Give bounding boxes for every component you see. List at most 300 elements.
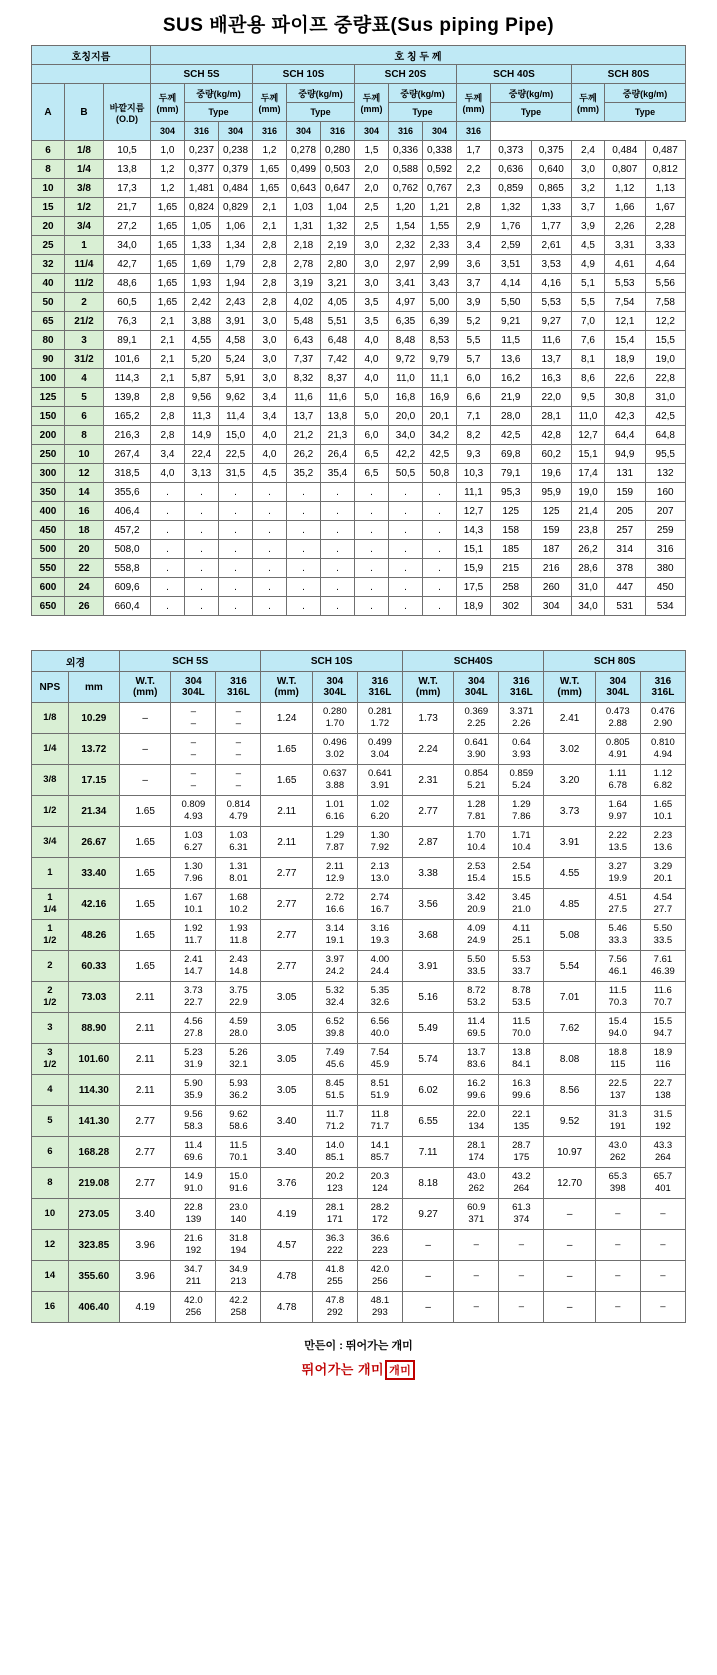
cell-v6: . xyxy=(355,483,389,502)
cell-v7: . xyxy=(389,578,423,597)
cell-v3: 4,5 xyxy=(253,464,287,483)
cell-s5-316: 3.75 22.9 xyxy=(216,982,261,1013)
cell-v0: . xyxy=(151,597,185,616)
cell-s40-wt: 3.91 xyxy=(402,951,453,982)
cell-nps: 3/4 xyxy=(32,827,69,858)
cell-v5: 2,19 xyxy=(321,236,355,255)
cell-s10-316: 6.56 40.0 xyxy=(357,1013,402,1044)
cell-v14: 22,8 xyxy=(645,369,686,388)
cell-b: 1 xyxy=(65,236,104,255)
cell-v0: 1,2 xyxy=(151,160,185,179)
cell-v6: 2,0 xyxy=(355,160,389,179)
cell-a: 32 xyxy=(32,255,65,274)
cell-v8: 9,79 xyxy=(423,350,457,369)
table-row xyxy=(32,426,686,445)
table-row xyxy=(32,597,686,616)
cell-mm: 114.30 xyxy=(68,1075,119,1106)
cell-nps: 3 1/2 xyxy=(32,1044,69,1075)
cell-v6: 2,5 xyxy=(355,217,389,236)
cell-b: 3/8 xyxy=(65,179,104,198)
table-row xyxy=(32,1137,686,1168)
th-schedule-0: SCH 5S xyxy=(151,65,253,84)
cell-s80-wt: 3.20 xyxy=(544,765,595,796)
cell-v6: 3,5 xyxy=(355,293,389,312)
cell-s40-304: – xyxy=(454,1261,499,1292)
cell-s80-304: 31.3 191 xyxy=(595,1106,640,1137)
cell-v2: . xyxy=(219,540,253,559)
cell-v7: . xyxy=(389,559,423,578)
cell-s40-316: 8.78 53.5 xyxy=(499,982,544,1013)
cell-v7: 20,0 xyxy=(389,407,423,426)
cell-nps: 1 xyxy=(32,858,69,889)
cell-v13: 205 xyxy=(605,502,646,521)
cell-v1: 9,56 xyxy=(185,388,219,407)
cell-s80-316: 2.23 13.6 xyxy=(640,827,685,858)
th-schedule-3: SCH 40S xyxy=(457,65,572,84)
cell-s80-316: 1.65 10.1 xyxy=(640,796,685,827)
cell-b: 18 xyxy=(65,521,104,540)
table-row xyxy=(32,293,686,312)
cell-s80-wt: 7.62 xyxy=(544,1013,595,1044)
cell-s80-wt: 2.41 xyxy=(544,703,595,734)
cell-v12: 8,6 xyxy=(572,369,605,388)
cell-v14: 132 xyxy=(645,464,686,483)
cell-s80-wt: – xyxy=(544,1230,595,1261)
cell-v14: 1,13 xyxy=(645,179,686,198)
table-row xyxy=(32,703,686,734)
cell-s5-wt: 1.65 xyxy=(120,796,171,827)
cell-mm: 48.26 xyxy=(68,920,119,951)
cell-v7: . xyxy=(389,483,423,502)
cell-s5-wt: 2.77 xyxy=(120,1106,171,1137)
cell-v14: 160 xyxy=(645,483,686,502)
cell-od: 406,4 xyxy=(104,502,151,521)
cell-s40-wt: 6.02 xyxy=(402,1075,453,1106)
cell-v4: . xyxy=(287,521,321,540)
cell-b: 11/4 xyxy=(65,255,104,274)
th-316-4: 316 xyxy=(457,122,491,141)
cell-v10: 302 xyxy=(491,597,532,616)
cell-v3: 1,65 xyxy=(253,160,287,179)
cell-s80-wt: 9.52 xyxy=(544,1106,595,1137)
cell-s10-304: 0.496 3.02 xyxy=(312,734,357,765)
cell-v0: . xyxy=(151,559,185,578)
cell-mm: 26.67 xyxy=(68,827,119,858)
cell-s10-316: 3.16 19.3 xyxy=(357,920,402,951)
cell-v11: 216 xyxy=(531,559,572,578)
cell-v1: . xyxy=(185,502,219,521)
cell-v11: 22,0 xyxy=(531,388,572,407)
cell-mm: 88.90 xyxy=(68,1013,119,1044)
cell-a: 300 xyxy=(32,464,65,483)
cell-s5-316: 0.814 4.79 xyxy=(216,796,261,827)
cell-v12: 11,0 xyxy=(572,407,605,426)
table-row xyxy=(32,160,686,179)
cell-v9: 3,6 xyxy=(457,255,491,274)
cell-v8: . xyxy=(423,578,457,597)
cell-v3: 4,0 xyxy=(253,445,287,464)
cell-v3: 4,0 xyxy=(253,426,287,445)
cell-nps: 1/4 xyxy=(32,734,69,765)
cell-v11: 13,7 xyxy=(531,350,572,369)
cell-b: 1/8 xyxy=(65,141,104,160)
cell-v14: 2,28 xyxy=(645,217,686,236)
cell-v14: 0,487 xyxy=(645,141,686,160)
cell-s10-wt: 2.77 xyxy=(261,951,312,982)
cell-v7: 9,72 xyxy=(389,350,423,369)
cell-v1: 14,9 xyxy=(185,426,219,445)
cell-v12: 4,9 xyxy=(572,255,605,274)
cell-s80-wt: 8.56 xyxy=(544,1075,595,1106)
table-row xyxy=(32,521,686,540)
table-row xyxy=(32,1013,686,1044)
cell-s80-316: 18.9 116 xyxy=(640,1044,685,1075)
cell-mm: 219.08 xyxy=(68,1168,119,1199)
cell-s5-wt: – xyxy=(120,765,171,796)
cell-v1: 1,69 xyxy=(185,255,219,274)
cell-a: 100 xyxy=(32,369,65,388)
cell-v0: 2,8 xyxy=(151,426,185,445)
th2-schedule-3: SCH 80S xyxy=(544,651,686,672)
cell-v2: 15,0 xyxy=(219,426,253,445)
cell-v11: 2,61 xyxy=(531,236,572,255)
cell-s40-304: 11.4 69.5 xyxy=(454,1013,499,1044)
cell-v0: 2,8 xyxy=(151,388,185,407)
cell-v10: 79,1 xyxy=(491,464,532,483)
cell-s80-304: – xyxy=(595,1261,640,1292)
table-row xyxy=(32,827,686,858)
cell-b: 12 xyxy=(65,464,104,483)
cell-v10: 21,9 xyxy=(491,388,532,407)
table-row xyxy=(32,951,686,982)
site-logo xyxy=(302,1359,416,1380)
cell-v10: 258 xyxy=(491,578,532,597)
cell-v4: 8,32 xyxy=(287,369,321,388)
cell-v9: 10,3 xyxy=(457,464,491,483)
cell-s80-wt: 3.91 xyxy=(544,827,595,858)
cell-nps: 3 xyxy=(32,1013,69,1044)
cell-s40-316: 13.8 84.1 xyxy=(499,1044,544,1075)
cell-v3: 2,8 xyxy=(253,236,287,255)
cell-v6: . xyxy=(355,578,389,597)
cell-v0: 2,1 xyxy=(151,331,185,350)
table-row xyxy=(32,141,686,160)
table-row xyxy=(32,388,686,407)
cell-v9: 5,7 xyxy=(457,350,491,369)
cell-s10-304: 2.72 16.6 xyxy=(312,889,357,920)
cell-s40-316: 61.3 374 xyxy=(499,1199,544,1230)
cell-v3: . xyxy=(253,597,287,616)
cell-v8: 42,5 xyxy=(423,445,457,464)
cell-s10-316: 8.51 51.9 xyxy=(357,1075,402,1106)
cell-s10-304: 0.637 3.88 xyxy=(312,765,357,796)
cell-s80-316: 31.5 192 xyxy=(640,1106,685,1137)
cell-s80-304: – xyxy=(595,1199,640,1230)
cell-s80-wt: 3.73 xyxy=(544,796,595,827)
th-316-2: 316 xyxy=(321,122,355,141)
cell-v2: 0,379 xyxy=(219,160,253,179)
th2-nps: NPS xyxy=(32,672,69,703)
cell-s5-304: 3.73 22.7 xyxy=(171,982,216,1013)
cell-v2: 5,91 xyxy=(219,369,253,388)
page-title: SUS 배관용 파이프 중량표(Sus piping Pipe) xyxy=(162,15,555,36)
cell-v9: 18,9 xyxy=(457,597,491,616)
cell-v1: 1,05 xyxy=(185,217,219,236)
cell-s5-wt: 2.11 xyxy=(120,1044,171,1075)
cell-v13: 1,12 xyxy=(605,179,646,198)
cell-v10: 0,636 xyxy=(491,160,532,179)
cell-v3: . xyxy=(253,483,287,502)
table-row xyxy=(32,407,686,426)
cell-v7: 1,20 xyxy=(389,198,423,217)
cell-s10-304: 11.7 71.2 xyxy=(312,1106,357,1137)
cell-v1: 5,20 xyxy=(185,350,219,369)
table-row xyxy=(32,1292,686,1323)
cell-v14: 31,0 xyxy=(645,388,686,407)
cell-s10-wt: 2.77 xyxy=(261,889,312,920)
cell-v4: 1,31 xyxy=(287,217,321,236)
cell-v12: 21,4 xyxy=(572,502,605,521)
th-weight-0: 중량(kg/m) xyxy=(185,84,253,103)
cell-v13: 4,61 xyxy=(605,255,646,274)
cell-v5: . xyxy=(321,502,355,521)
cell-s10-wt: 2.11 xyxy=(261,796,312,827)
cell-v4: 5,48 xyxy=(287,312,321,331)
cell-s10-wt: 2.77 xyxy=(261,920,312,951)
th2-304-1: 304 304L xyxy=(312,672,357,703)
cell-v14: 64,8 xyxy=(645,426,686,445)
cell-v8: 20,1 xyxy=(423,407,457,426)
cell-s10-304: 5.32 32.4 xyxy=(312,982,357,1013)
cell-v12: 2,4 xyxy=(572,141,605,160)
th-thickness-2: 두께 (mm) xyxy=(355,84,389,122)
cell-v13: 15,4 xyxy=(605,331,646,350)
cell-s10-304: 1.29 7.87 xyxy=(312,827,357,858)
cell-od: 216,3 xyxy=(104,426,151,445)
cell-v8: . xyxy=(423,502,457,521)
cell-v8: 11,1 xyxy=(423,369,457,388)
cell-v10: 28,0 xyxy=(491,407,532,426)
cell-od: 267,4 xyxy=(104,445,151,464)
table-row xyxy=(32,483,686,502)
cell-s5-316: – – xyxy=(216,734,261,765)
cell-a: 125 xyxy=(32,388,65,407)
table-row xyxy=(32,540,686,559)
cell-v8: 1,21 xyxy=(423,198,457,217)
cell-a: 8 xyxy=(32,160,65,179)
cell-nps: 6 xyxy=(32,1137,69,1168)
cell-v14: 95,5 xyxy=(645,445,686,464)
cell-v11: 16,3 xyxy=(531,369,572,388)
cell-b: 6 xyxy=(65,407,104,426)
cell-a: 40 xyxy=(32,274,65,293)
cell-b: 4 xyxy=(65,369,104,388)
cell-s5-316: 42.2 258 xyxy=(216,1292,261,1323)
cell-v0: 1,65 xyxy=(151,255,185,274)
cell-v13: 0,807 xyxy=(605,160,646,179)
cell-s80-304: 18.8 115 xyxy=(595,1044,640,1075)
credit-line: 만든이 : 뛰어가는 개미 xyxy=(304,1340,413,1352)
cell-v7: 11,0 xyxy=(389,369,423,388)
table-row xyxy=(32,198,686,217)
cell-s40-316: – xyxy=(499,1292,544,1323)
cell-v5: . xyxy=(321,559,355,578)
th-thickness-3: 두께 (mm) xyxy=(457,84,491,122)
cell-v0: 1,65 xyxy=(151,293,185,312)
cell-v9: 2,9 xyxy=(457,217,491,236)
table-row xyxy=(32,236,686,255)
cell-v4: . xyxy=(287,502,321,521)
cell-v2: 0,484 xyxy=(219,179,253,198)
th2-316-1: 316 316L xyxy=(357,672,402,703)
cell-v5: 4,05 xyxy=(321,293,355,312)
cell-v9: 7,1 xyxy=(457,407,491,426)
cell-v12: 12,7 xyxy=(572,426,605,445)
cell-s40-wt: 1.73 xyxy=(402,703,453,734)
cell-od: 76,3 xyxy=(104,312,151,331)
cell-s40-wt: 8.18 xyxy=(402,1168,453,1199)
cell-v14: 15,5 xyxy=(645,331,686,350)
cell-v5: . xyxy=(321,540,355,559)
cell-v1: 0,237 xyxy=(185,141,219,160)
cell-v12: 34,0 xyxy=(572,597,605,616)
cell-v9: 2,3 xyxy=(457,179,491,198)
cell-v2: 1,79 xyxy=(219,255,253,274)
cell-s40-304: 2.53 15.4 xyxy=(454,858,499,889)
cell-v12: 7,6 xyxy=(572,331,605,350)
cell-od: 48,6 xyxy=(104,274,151,293)
cell-a: 600 xyxy=(32,578,65,597)
th-316-0: 316 xyxy=(185,122,219,141)
cell-v7: 0,588 xyxy=(389,160,423,179)
th-type-4: Type xyxy=(605,103,686,122)
cell-s40-304: 28.1 174 xyxy=(454,1137,499,1168)
cell-s5-316: 34.9 213 xyxy=(216,1261,261,1292)
cell-v5: . xyxy=(321,578,355,597)
cell-v11: 1,77 xyxy=(531,217,572,236)
table-row xyxy=(32,217,686,236)
cell-s80-wt: – xyxy=(544,1261,595,1292)
cell-s40-316: 3.45 21.0 xyxy=(499,889,544,920)
cell-s10-304: 36.3 222 xyxy=(312,1230,357,1261)
cell-v2: . xyxy=(219,559,253,578)
cell-v13: 94,9 xyxy=(605,445,646,464)
cell-v8: 1,55 xyxy=(423,217,457,236)
cell-s80-304: 65.3 398 xyxy=(595,1168,640,1199)
th-weight-1: 중량(kg/m) xyxy=(287,84,355,103)
cell-s5-316: 1.68 10.2 xyxy=(216,889,261,920)
cell-od: 27,2 xyxy=(104,217,151,236)
cell-v5: 11,6 xyxy=(321,388,355,407)
cell-s5-304: 1.92 11.7 xyxy=(171,920,216,951)
cell-v7: . xyxy=(389,502,423,521)
th-304-0: 304 xyxy=(151,122,185,141)
cell-s10-304: 47.8 292 xyxy=(312,1292,357,1323)
cell-v10: 0,859 xyxy=(491,179,532,198)
th-b: B xyxy=(65,84,104,141)
cell-s80-316: 5.50 33.5 xyxy=(640,920,685,951)
cell-v12: 19,0 xyxy=(572,483,605,502)
cell-s10-316: 0.499 3.04 xyxy=(357,734,402,765)
cell-a: 650 xyxy=(32,597,65,616)
cell-v3: 3,0 xyxy=(253,312,287,331)
cell-v11: 5,53 xyxy=(531,293,572,312)
table-row xyxy=(32,1168,686,1199)
cell-v5: 8,37 xyxy=(321,369,355,388)
cell-mm: 406.40 xyxy=(68,1292,119,1323)
cell-v10: 11,5 xyxy=(491,331,532,350)
cell-od: 42,7 xyxy=(104,255,151,274)
cell-b: 24 xyxy=(65,578,104,597)
cell-b: 10 xyxy=(65,445,104,464)
cell-v13: 131 xyxy=(605,464,646,483)
cell-v6: . xyxy=(355,559,389,578)
cell-v1: 11,3 xyxy=(185,407,219,426)
cell-s5-wt: 3.40 xyxy=(120,1199,171,1230)
cell-s10-316: 48.1 293 xyxy=(357,1292,402,1323)
cell-s40-wt: – xyxy=(402,1230,453,1261)
cell-v11: 11,6 xyxy=(531,331,572,350)
cell-s40-304: 60.9 371 xyxy=(454,1199,499,1230)
cell-s5-316: 23.0 140 xyxy=(216,1199,261,1230)
cell-nps: 14 xyxy=(32,1261,69,1292)
cell-v6: 2,5 xyxy=(355,198,389,217)
cell-s40-316: 1.29 7.86 xyxy=(499,796,544,827)
cell-v13: 3,31 xyxy=(605,236,646,255)
cell-a: 200 xyxy=(32,426,65,445)
cell-v11: 260 xyxy=(531,578,572,597)
th2-304-0: 304 304L xyxy=(171,672,216,703)
cell-v4: 6,43 xyxy=(287,331,321,350)
th2-304-2: 304 304L xyxy=(454,672,499,703)
cell-od: 17,3 xyxy=(104,179,151,198)
cell-v1: 22,4 xyxy=(185,445,219,464)
cell-v7: . xyxy=(389,597,423,616)
cell-v9: 6,0 xyxy=(457,369,491,388)
cell-s80-316: – xyxy=(640,1292,685,1323)
cell-v3: . xyxy=(253,578,287,597)
th2-schedule-0: SCH 5S xyxy=(120,651,261,672)
cell-b: 3 xyxy=(65,331,104,350)
cell-v12: 7,0 xyxy=(572,312,605,331)
table-row xyxy=(32,1044,686,1075)
cell-s10-wt: 3.76 xyxy=(261,1168,312,1199)
cell-s40-316: 0.859 5.24 xyxy=(499,765,544,796)
cell-v13: 5,53 xyxy=(605,274,646,293)
cell-v8: . xyxy=(423,483,457,502)
cell-s10-wt: 3.05 xyxy=(261,1013,312,1044)
table-row xyxy=(32,255,686,274)
cell-s80-316: – xyxy=(640,1230,685,1261)
cell-v11: 187 xyxy=(531,540,572,559)
cell-od: 508,0 xyxy=(104,540,151,559)
cell-v13: 7,54 xyxy=(605,293,646,312)
cell-mm: 42.16 xyxy=(68,889,119,920)
cell-v7: 4,97 xyxy=(389,293,423,312)
table-row xyxy=(32,889,686,920)
cell-nps: 2 xyxy=(32,951,69,982)
cell-v11: 1,33 xyxy=(531,198,572,217)
cell-s10-316: 1.02 6.20 xyxy=(357,796,402,827)
cell-v5: 0,647 xyxy=(321,179,355,198)
cell-v12: 31,0 xyxy=(572,578,605,597)
cell-v4: 13,7 xyxy=(287,407,321,426)
cell-s5-wt: 3.96 xyxy=(120,1230,171,1261)
cell-v4: 3,19 xyxy=(287,274,321,293)
cell-mm: 10.29 xyxy=(68,703,119,734)
cell-v3: 2,1 xyxy=(253,198,287,217)
table-row xyxy=(32,1261,686,1292)
